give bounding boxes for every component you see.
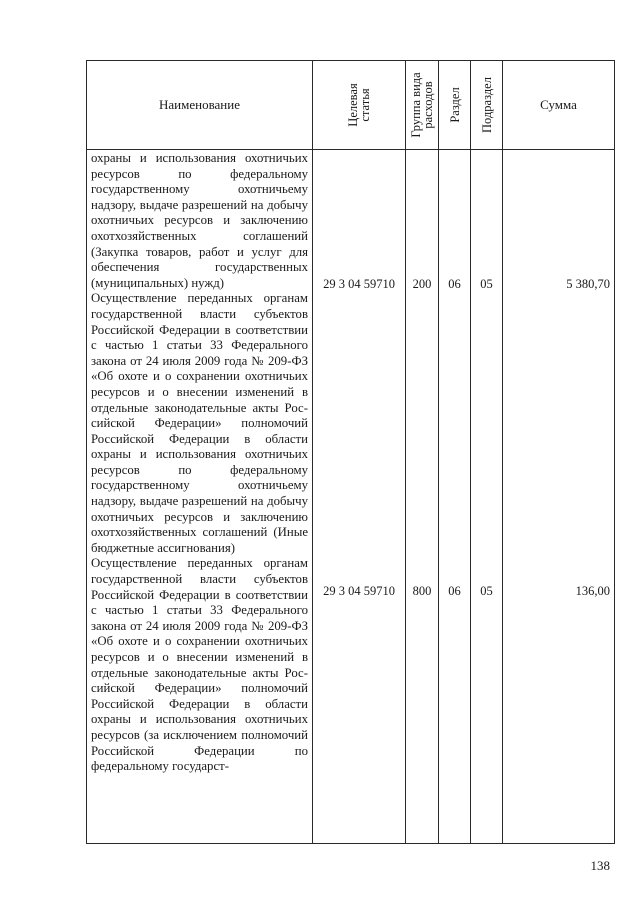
group-column xyxy=(406,150,439,844)
row-sum: 5 380,70 xyxy=(566,277,610,291)
budget-table xyxy=(86,60,615,844)
header-group-line2: расходов xyxy=(421,81,435,129)
sum-column xyxy=(503,150,615,844)
row-name: охраны и использования охотничьих ресурсов по федеральному государственному охотничьему надзору, выдаче разрешений на добычу охотничьих ресурсов и заключению охотхозяйственных соглашений (Закупка товаров, работ и услуг для обеспечения государственных (муниципальных) нужд) xyxy=(91,151,308,290)
row-sum: 136,00 xyxy=(575,584,610,598)
header-subsection xyxy=(471,61,503,150)
table-body-row xyxy=(87,150,615,844)
header-sum: Сумма xyxy=(503,61,615,150)
row-section: 06 xyxy=(448,277,461,291)
header-subsection-label: Подраздел xyxy=(479,77,494,133)
header-target-line2: статья xyxy=(358,88,372,122)
row-name: Осуществление переданных органам государственной власти субъектов Российской Федерации в соответствии с частью 1 статьи 33 Федерального закона от 24 июля 2009 года № 209-ФЗ «Об охоте и о сохранении охотничьих ресурсов и о внесении изменений в отдельные законодательные акты Российской Федерации» полномочий Российской Федерации в области охраны и использования охотничьих ресурсов по федеральному государственному охотничьему надзору, выдаче разрешений на добычу охотничьих ресурсов и заключению охотхозяйственных соглашений (Иные бюджетные ассигнования) xyxy=(91,291,308,555)
header-expense-group xyxy=(406,61,439,150)
header-target-article xyxy=(313,61,406,150)
header-section xyxy=(439,61,471,150)
row-target: 29 3 04 59710 xyxy=(323,277,395,291)
row-name: Осуществление переданных органам государственной власти субъектов Российской Федерации в соответствии с частью 1 статьи 33 Федерального закона от 24 июля 2009 года № 209-ФЗ «Об охоте и о сохранении охотничьих ресурсов и о внесении изменений в отдельные законодательные акты Российской Федерации» полномочий Российской Федерации в области охраны и использования охотничьих ресурсов (за исключением полномочий Российской Федерации по федеральному государст- xyxy=(91,556,308,774)
row-group: 200 xyxy=(412,277,432,291)
row-subsection: 05 xyxy=(480,277,493,291)
header-name: Наименование xyxy=(87,61,313,150)
row-subsection: 05 xyxy=(480,584,493,598)
subsection-column xyxy=(471,150,503,844)
page-number: 138 xyxy=(590,858,610,873)
header-target-line1: Целевая xyxy=(346,83,360,127)
header-section-label: Раздел xyxy=(447,87,462,123)
name-column xyxy=(87,150,313,844)
header-group-line1: Группа вида xyxy=(409,72,423,138)
header-row xyxy=(87,61,615,150)
target-column xyxy=(313,150,406,844)
row-target: 29 3 04 59710 xyxy=(323,584,395,598)
section-column xyxy=(439,150,471,844)
row-group: 800 xyxy=(412,584,432,598)
row-section: 06 xyxy=(448,584,461,598)
